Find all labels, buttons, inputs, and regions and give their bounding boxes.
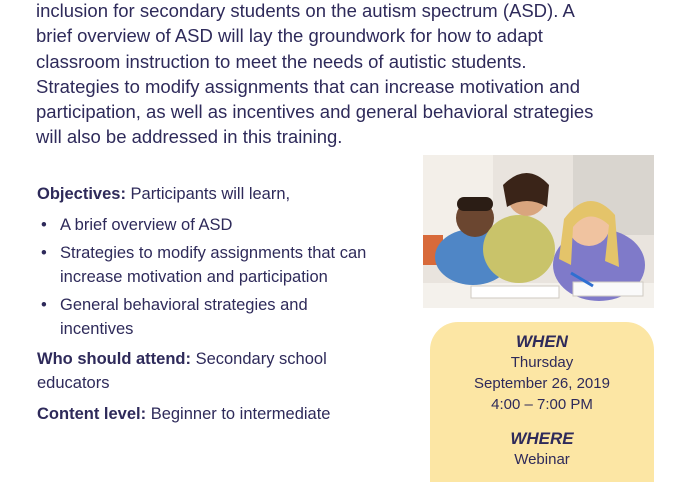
intro-line: brief overview of ASD will lay the groundwork for how to adapt [36,25,543,47]
audience-text: Secondary school educators [37,350,327,392]
details-column [37,182,377,433]
audience-label: Who should attend: [37,350,191,368]
event-details-box [430,322,654,482]
list-item [37,213,377,237]
event-date: September 26, 2019 [474,375,610,392]
bullet-icon: • [41,296,47,314]
intro-line: participation, as well as incentives and general behavioral strategies [36,101,594,123]
students-photo [423,155,654,308]
event-day: Thursday [510,354,574,371]
objectives-list [37,213,377,341]
objectives-lead: Participants will learn, [125,185,291,203]
intro-paragraph [36,0,656,150]
students-photo-illustration [423,155,654,308]
intro-line: inclusion for secondary students on the autism spectrum (ASD). A [36,0,575,21]
audience [37,347,377,395]
list-item [37,241,377,289]
content-level-label: Content level: [37,405,147,423]
when-heading: WHEN [516,332,568,351]
intro-line: will also be addressed in this training. [36,126,343,148]
objective-text: Strategies to modify assignments that can increase motivation and participation [60,244,367,286]
objective-text: A brief overview of ASD [60,216,233,234]
content-level-text: Beginner to intermediate [146,405,331,423]
event-time: 4:00 – 7:00 PM [491,396,593,413]
where-heading: WHERE [510,429,574,448]
content-level [37,402,377,426]
intro-line: Strategies to modify assignments that can increase motivation and [36,75,580,97]
objectives-heading [37,182,377,206]
objectives-label: Objectives: [37,185,126,203]
event-place: Webinar [514,451,570,468]
objective-text: General behavioral strategies and incentives [60,296,308,338]
bullet-icon: • [41,216,47,234]
intro-line: classroom instruction to meet the needs of autistic students. [36,50,527,72]
list-item [37,293,377,341]
bullet-icon: • [41,244,47,262]
